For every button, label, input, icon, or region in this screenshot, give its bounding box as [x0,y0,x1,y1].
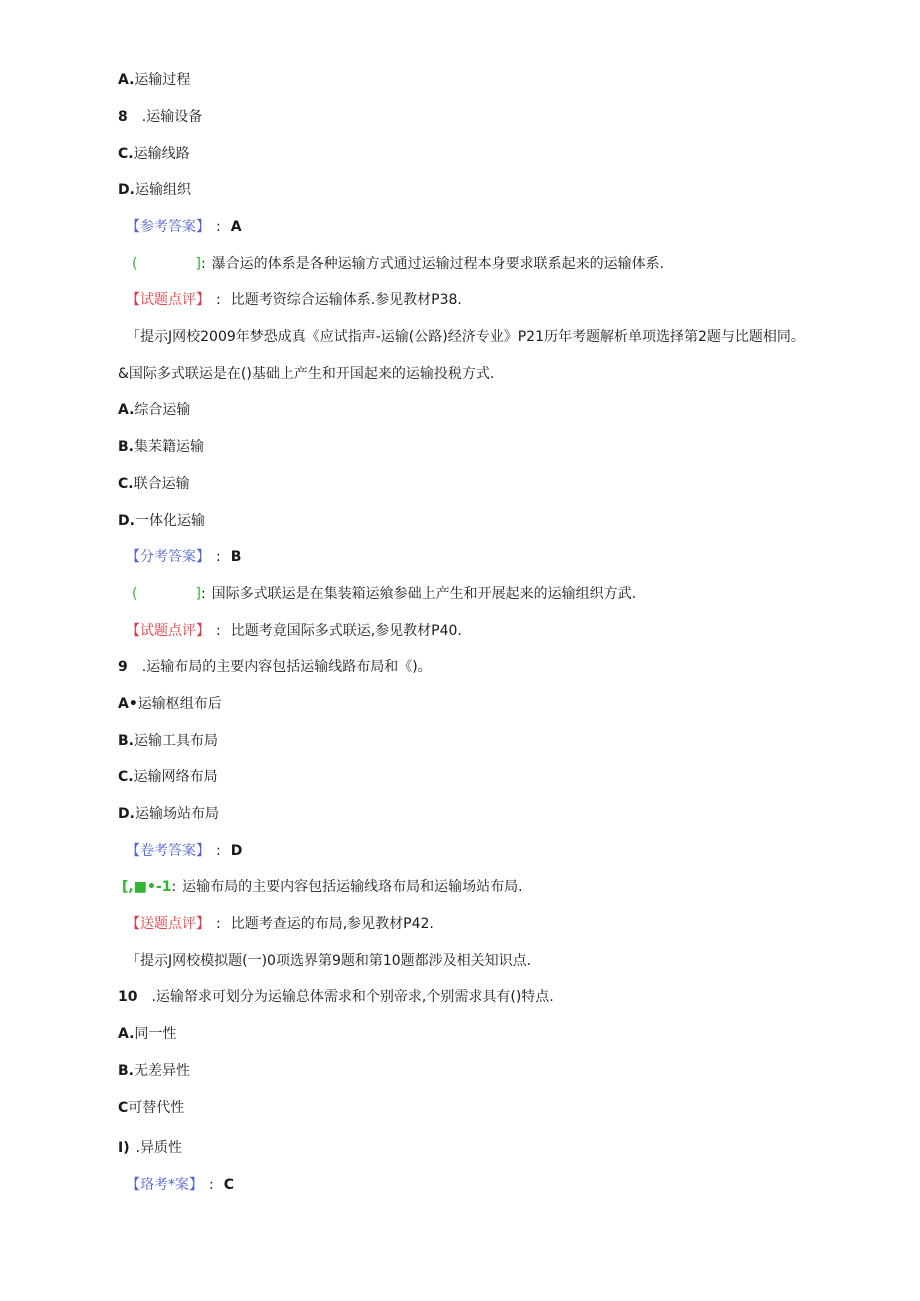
option-d: D.运输组织 [118,182,191,198]
option-c: C.运输线路 [118,146,190,162]
tip-note: 「提示J网校模拟题(一)0项选界第9题和第10题都涉及相关知识点. [126,953,532,969]
option-a: A.运输过程 [118,72,191,88]
question-text: 10 .运输帑求可划分为运输总体需求和个别帝求,个别需求具有()特点. [118,989,554,1005]
reference-answer: 【分考答案】 : B [126,549,242,565]
option-c: C.运输网络布局 [118,769,218,785]
option-c: C可替代性 [118,1100,185,1116]
question-text: &国际多式联运是在()基础上产生和开国起来的运输投税方式. [118,366,495,382]
answer-explanation: [,■•-1: 运输布局的主要内容包括运输线珞布局和运输场站布局. [122,879,523,895]
question-comment: 【试题点评】 : 比题考资综合运输体系.参见教材P38. [126,292,462,308]
option-d: D.运输场站布局 [118,806,219,822]
reference-answer: 【参考答案】 : A [126,219,242,235]
option-c: C.联合运输 [118,476,190,492]
option-b: B.集苿籍运输 [118,439,204,455]
tip-note: 「提示J网校2009年梦恐成真《应试指声-运输(公路)经济专业》P21历年考题解析单项选择第2题与比题相同。 [126,329,805,345]
question-comment: 【试题点评】 : 比题考竟国际多式联运,参见教材P40. [126,623,462,639]
option-b: B.运输工具布局 [118,733,218,749]
question-text: 9 .运输布局的主要内容包括运输线路布局和《)。 [118,659,432,675]
question-comment: 【送题点评】 : 比题考查运的布局,参见教材P42. [126,916,434,932]
option-a: A.同一性 [118,1026,177,1042]
option-a: A•运输枢组布后 [118,696,222,712]
answer-explanation: ( ]: 国际多式联运是在集装箱运飨参础上产生和开展起来的运输组织方武. [132,586,637,602]
option-b: 8 .运输设备 [118,109,203,125]
answer-explanation: ( ]: 瀑合运的体系是各种运输方式通过运输过程本身要求联系起来的运输体系. [132,256,665,272]
reference-answer: 【珞考*案】 : C [126,1177,234,1193]
option-a: A.综合运输 [118,402,191,418]
option-d: D.一体化运输 [118,513,205,529]
option-d: I) .异质性 [118,1140,183,1156]
reference-answer: 【卷考答案】 : D [126,843,243,859]
option-b: B.无差异性 [118,1063,190,1079]
